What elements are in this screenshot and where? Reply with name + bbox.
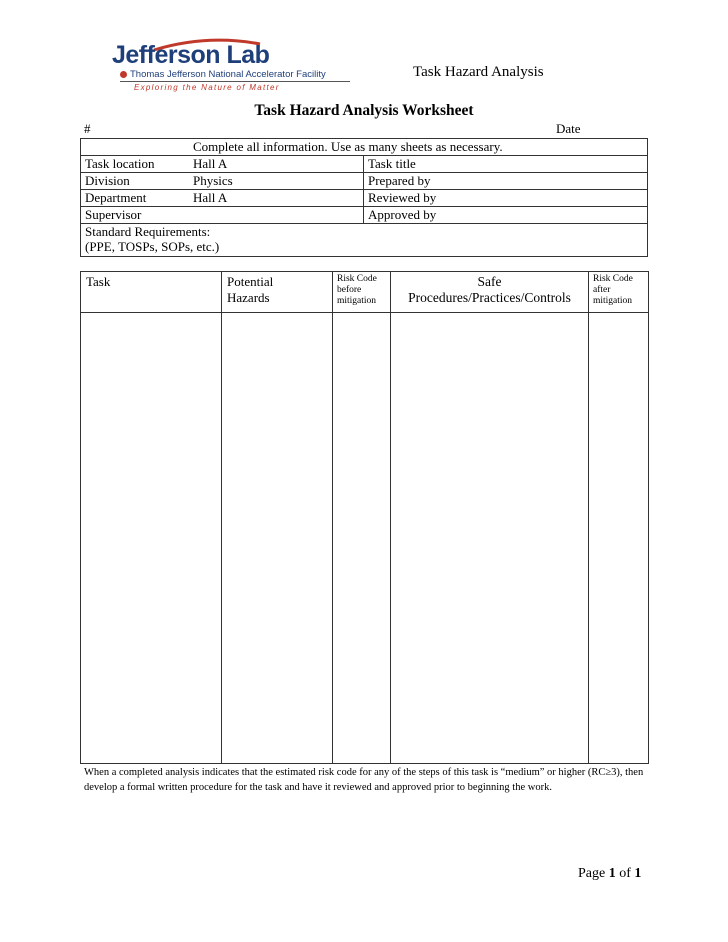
col-header-risk-after-line3: mitigation bbox=[593, 296, 633, 306]
col-header-risk-before bbox=[333, 272, 391, 313]
department-label: Department bbox=[81, 190, 190, 207]
safe-procedures-cell[interactable] bbox=[391, 313, 589, 764]
supervisor-label: Supervisor bbox=[81, 207, 190, 224]
info-row bbox=[81, 207, 648, 224]
jefferson-lab-logo bbox=[112, 40, 352, 96]
info-row bbox=[81, 190, 648, 207]
task-cell[interactable] bbox=[81, 313, 222, 764]
col-header-risk-after bbox=[589, 272, 649, 313]
logo-subtitle-text: Thomas Jefferson National Accelerator Facility bbox=[130, 69, 326, 80]
division-value: Physics bbox=[189, 173, 364, 190]
col-header-risk-after-line2: after bbox=[593, 285, 611, 295]
hazard-table bbox=[80, 271, 649, 764]
risk-after-cell[interactable] bbox=[589, 313, 649, 764]
logo-subtitle bbox=[120, 69, 326, 80]
document-title: Task Hazard Analysis Worksheet bbox=[254, 102, 474, 119]
date-label: Date bbox=[556, 121, 581, 136]
col-header-risk-before-line2: before bbox=[337, 285, 362, 295]
task-location-label: Task location bbox=[81, 156, 190, 173]
reviewed-by-label: Reviewed by bbox=[364, 190, 648, 207]
supervisor-value bbox=[189, 207, 364, 224]
page-total: 1 bbox=[634, 866, 642, 881]
page-footer bbox=[578, 866, 641, 882]
col-header-hazards bbox=[222, 272, 333, 313]
division-label: Division bbox=[81, 173, 190, 190]
page-word: Page bbox=[578, 866, 606, 881]
logo-tagline: Exploring the Nature of Matter bbox=[134, 83, 280, 92]
standard-requirements-detail: (PPE, TOSPs, SOPs, etc.) bbox=[85, 239, 220, 254]
number-label: # bbox=[84, 121, 91, 136]
standard-requirements-label: Standard Requirements: bbox=[85, 224, 211, 239]
of-word: of bbox=[619, 866, 631, 881]
info-row bbox=[81, 173, 648, 190]
hazard-table-header bbox=[81, 272, 649, 313]
standard-requirements bbox=[81, 224, 648, 257]
task-title-label: Task title bbox=[364, 156, 648, 173]
info-row bbox=[81, 156, 648, 173]
header-title: Task Hazard Analysis bbox=[413, 64, 544, 80]
logo-rule bbox=[120, 81, 350, 82]
col-header-risk-before-line3: mitigation bbox=[337, 296, 377, 306]
col-header-task: Task bbox=[81, 272, 222, 313]
note-text: When a completed analysis indicates that the estimated risk code for any of the steps of this task is “medium” or higher (RC≥3), then develop a formal written procedure for the task and have it reviewed and approved prior to beginning the work. bbox=[84, 767, 644, 793]
hazards-cell[interactable] bbox=[222, 313, 333, 764]
prepared-by-label: Prepared by bbox=[364, 173, 648, 190]
col-header-safe-line1: Safe bbox=[477, 274, 502, 289]
task-location-value: Hall A bbox=[189, 156, 364, 173]
department-value: Hall A bbox=[189, 190, 364, 207]
hazard-table-body-row bbox=[81, 313, 649, 764]
logo-name: Jefferson Lab bbox=[112, 41, 270, 69]
risk-before-cell[interactable] bbox=[333, 313, 391, 764]
info-table bbox=[80, 138, 648, 257]
page-current: 1 bbox=[608, 866, 616, 881]
col-header-safe-procedures bbox=[391, 272, 589, 313]
logo-dot-icon bbox=[120, 71, 127, 78]
instruction-text: Complete all information. Use as many sheets as necessary. bbox=[81, 139, 648, 156]
col-header-safe-line2: Procedures/Practices/Controls bbox=[408, 290, 571, 305]
col-header-hazards-line1: Potential bbox=[227, 274, 274, 289]
col-header-risk-after-line1: Risk Code bbox=[593, 274, 633, 284]
approved-by-label: Approved by bbox=[364, 207, 648, 224]
col-header-risk-before-line1: Risk Code bbox=[337, 274, 377, 284]
col-header-hazards-line2: Hazards bbox=[227, 290, 270, 305]
